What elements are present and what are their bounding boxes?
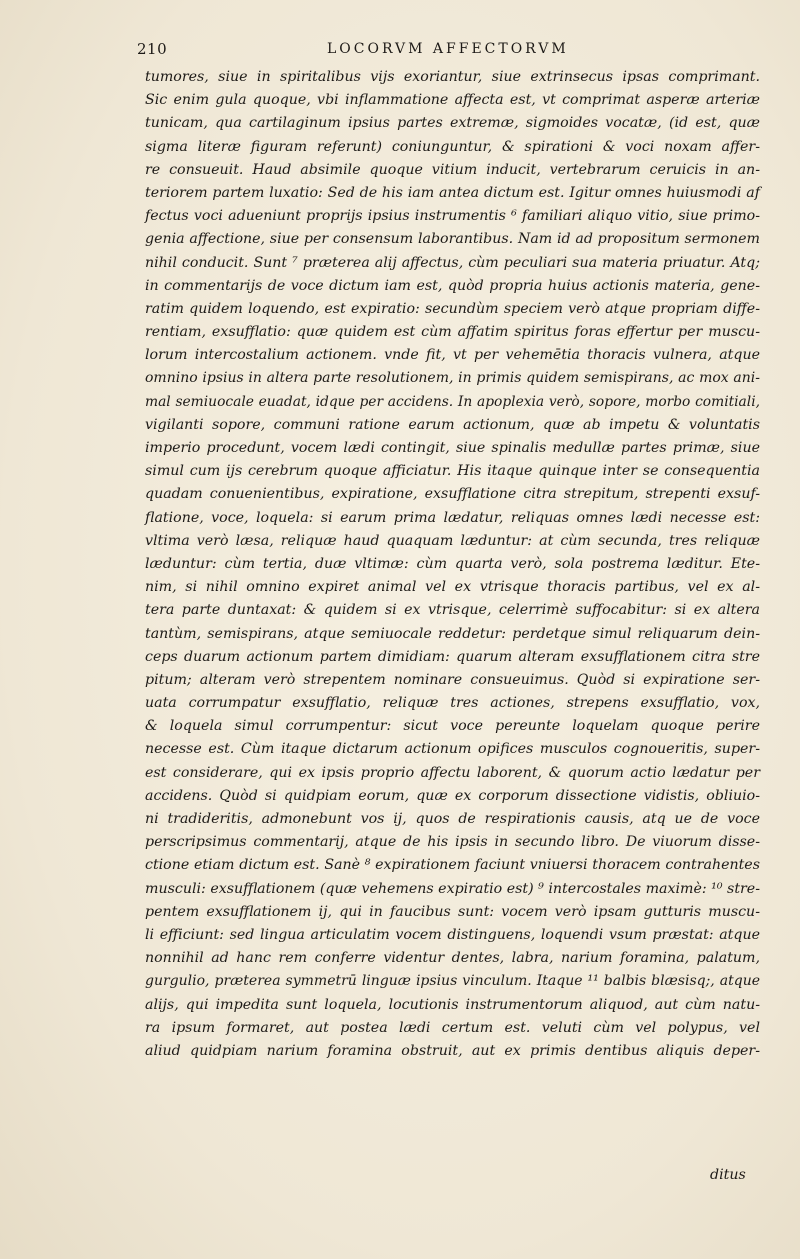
text-line: necesse est. Cùm itaque dictarum actionum opifices musculos cognoueritis, super-: [145, 741, 760, 758]
text-line: flatione, voce, loquela: si earum prima lædatur, reliquas omnes lædi necesse est:: [145, 509, 760, 526]
text-line: ra ipsum formaret, aut postea lædi certum est. veluti cùm vel polypus, vel: [145, 1019, 760, 1036]
text-line: teriorem partem luxatio: Sed de his iam antea dictum est. Igitur omnes huiusmodi af: [145, 184, 760, 201]
page-number: 210: [137, 40, 168, 58]
body-text: [145, 66, 760, 1063]
text-line: aliud quidpiam narium foramina obstruit, aut ex primis dentibus aliquis deper-: [145, 1042, 760, 1059]
text-line: li efficiunt: sed lingua articulatim vocem distinguens, loquendi vsum præstat: atque: [145, 926, 760, 943]
text-line: alijs, qui impedita sunt loquela, locutionis instrumentorum aliquod, aut cùm natu-: [145, 996, 760, 1013]
text-line: accidens. Quòd si quidpiam eorum, quæ ex corporum dissectione vidistis, obliuio-: [145, 787, 760, 804]
text-line: tumores, siue in spiritalibus vijs exoriantur, siue extrinsecus ipsas comprimant.: [145, 69, 760, 85]
text-line: læduntur: cùm tertia, duæ vltimæ: cùm quarta verò, sola postrema læditur. Ete-: [145, 555, 760, 572]
text-line: imperio procedunt, vocem lædi contingit, siue spinalis medullæ partes primæ, siue: [145, 440, 760, 456]
text-line: genia affectione, siue per consensum laborantibus. Nam id ad propositum sermonem: [145, 231, 760, 248]
page-header: [137, 40, 777, 62]
text-line: est considerare, qui ex ipsis proprio affectu laborent, & quorum actio lædatur per: [145, 764, 760, 781]
text-line: re consueuit. Haud absimile quoque vitium inducit, vertebrarum ceruicis in an-: [145, 161, 760, 178]
catchword: ditus: [710, 1167, 746, 1183]
text-line: ratim quidem loquendo, est expiratio: secundùm speciem verò atque propriam diffe-: [145, 300, 760, 317]
text-line: in commentarijs de voce dictum iam est, quòd propria huius actionis materia, gene-: [145, 277, 760, 294]
text-line: tantùm, semispirans, atque semiuocale reddetur: perdetque simul reliquarum dein-: [145, 625, 760, 642]
text-line: sigma literæ figuram referunt) coniunguntur, & spirationi & voci noxam affer-: [145, 138, 760, 155]
text-line: uata corrumpatur exsufflatio, reliquæ tres actiones, strepens exsufflatio, vox,: [145, 695, 760, 712]
text-line: pentem exsufflationem ij, qui in faucibus sunt: vocem verò ipsam gutturis muscu-: [145, 903, 760, 920]
text-line: quadam conuenientibus, expiratione, exsufflatione citra strepitum, strepenti exsuf-: [145, 486, 760, 503]
text-line: musculi: exsufflationem (quæ vehemens expiratio est) ⁹ intercostales maximè: ¹⁰ stre-: [145, 880, 760, 897]
text-line: nonnihil ad hanc rem conferre videntur dentes, labra, narium foramina, palatum,: [145, 950, 760, 967]
text-line: simul cum ijs cerebrum quoque afficiatur. His itaque quinque inter se consequentia: [145, 463, 760, 480]
text-line: omnino ipsius in altera parte resolutionem, in primis quidem semispirans, ac mox ani-: [145, 370, 760, 387]
text-line: vigilanti sopore, communi ratione earum actionum, quæ ab impetu & voluntatis: [145, 416, 760, 433]
text-line: pitum; alteram verò strepentem nominare consueuimus. Quòd si expiratione ser-: [145, 671, 760, 688]
text-line: tunicam, qua cartilaginum ipsius partes extremæ, sigmoides vocatæ, (id est, quæ: [145, 115, 760, 132]
running-head: LOCORVM AFFECTORVM: [327, 41, 569, 57]
text-line: perscripsimus commentarij, atque de his ipsis in secundo libro. De viuorum disse-: [145, 834, 760, 851]
text-line: nihil conducit. Sunt ⁷ præterea alij affectus, cùm peculiari sua materia priuatur. Atq;: [145, 254, 760, 271]
text-line: nim, si nihil omnino expiret animal vel ex vtrisque thoracis partibus, vel ex al-: [145, 579, 760, 596]
text-line: Sic enim gula quoque, vbi inflammatione affecta est, vt comprimat asperæ arteriæ: [145, 92, 760, 109]
text-line: mal semiuocale euadat, idque per accidens. In apoplexia verò, sopore, morbo comitiali,: [145, 393, 760, 410]
text-line: & loquela simul corrumpentur: sicut voce pereunte loquelam quoque perire: [145, 718, 760, 735]
text-line: gurgulio, præterea symmetrū linguæ ipsius vinculum. Itaque ¹¹ balbis blæsisq;, atque: [145, 973, 760, 990]
text-line: vltima verò læsa, reliquæ haud quaquam læduntur: at cùm secunda, tres reliquæ: [145, 532, 760, 549]
text-line: tera parte duntaxat: & quidem si ex vtrisque, celerrimè suffocabitur: si ex altera: [145, 602, 760, 619]
text-line: ni tradideritis, admonebunt vos ij, quos de respirationis causis, atq ue de voce: [145, 811, 760, 827]
text-line: rentiam, exsufflatio: quæ quidem est cùm affatim spiritus foras effertur per muscu-: [145, 324, 760, 341]
text-line: fectus voci adueniunt proprijs ipsius instrumentis ⁶ familiari aliquo vitio, siue primo-: [145, 208, 760, 225]
text-line: ctione etiam dictum est. Sanè ⁸ expirationem faciunt vniuersi thoracem contrahentes: [145, 857, 760, 874]
text-line: ceps duarum actionum partem dimidiam: quarum alteram exsufflationem citra stre: [145, 648, 760, 665]
text-line: lorum intercostalium actionem. vnde fit, vt per vehemētia thoracis vulnera, atque: [145, 347, 760, 364]
